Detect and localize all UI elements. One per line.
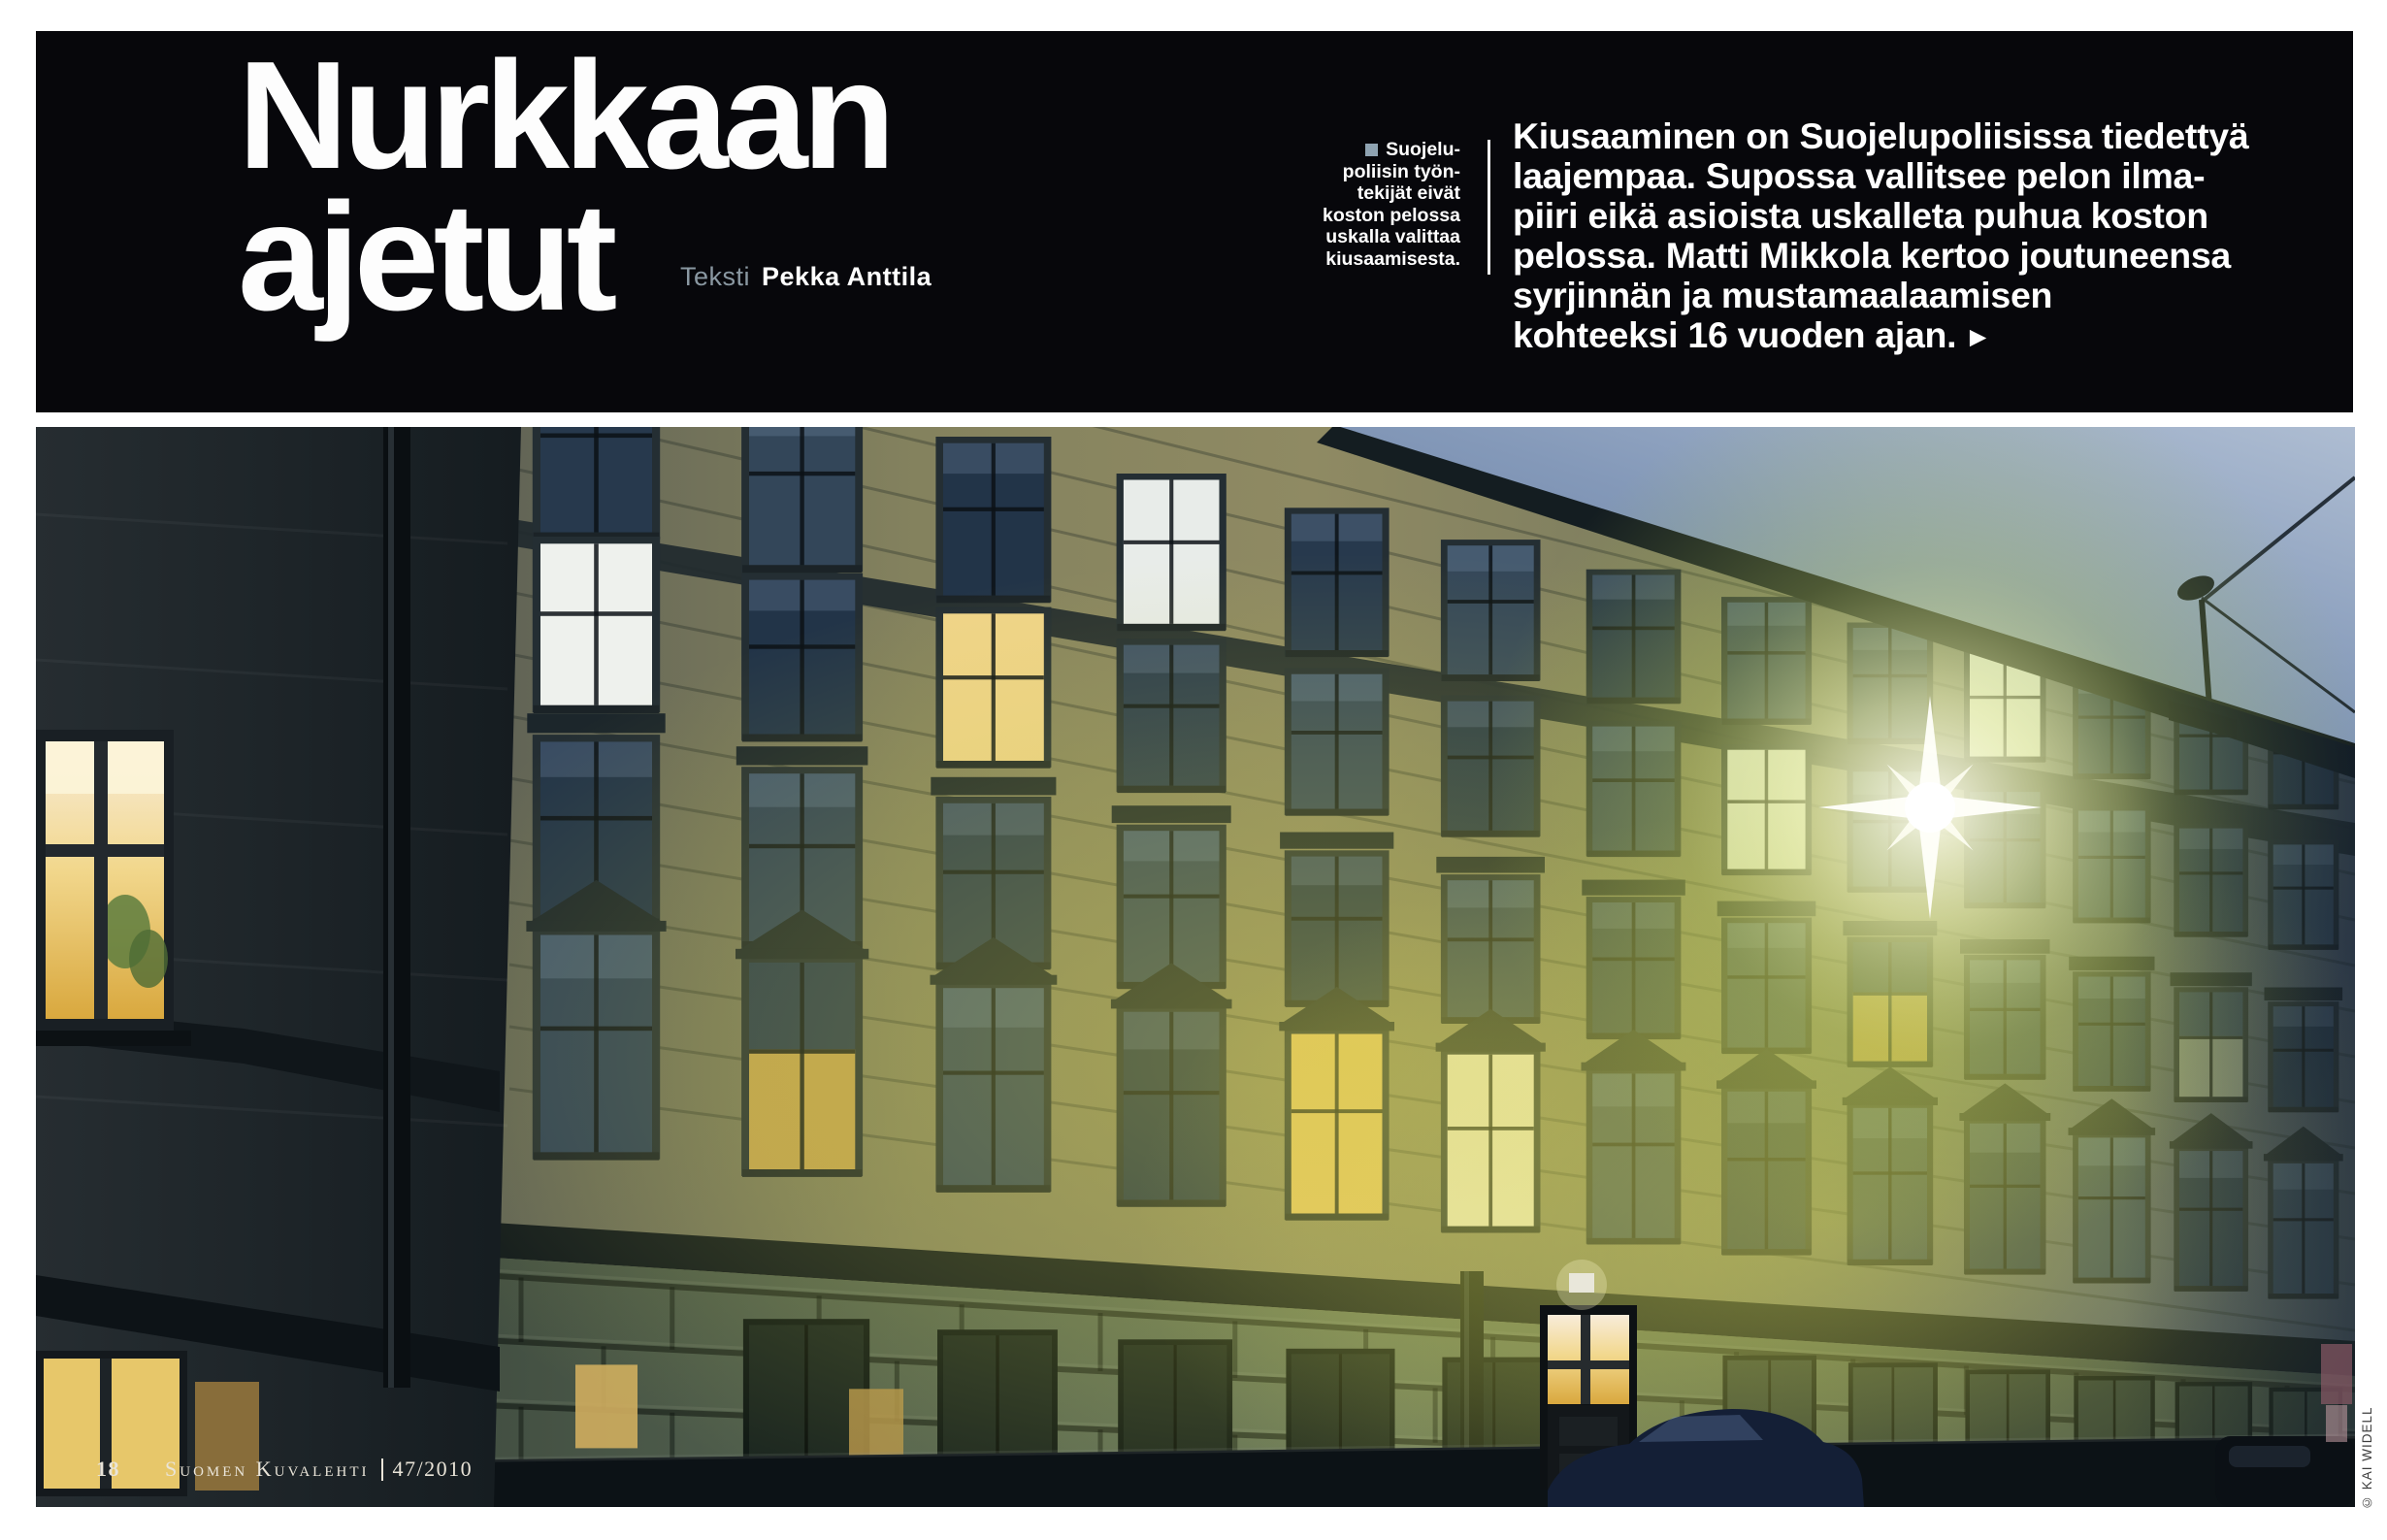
text-line: kohteeksi 16 vuoden ajan. ▶ [1513, 314, 1986, 355]
text-line: Kiusaaminen on Suojelupoliisissa tiedettyä [1513, 115, 2249, 156]
byline [680, 262, 932, 292]
play-marker-icon: ▶ [1970, 326, 1986, 348]
byline-label: Teksti [680, 262, 751, 291]
header-band [36, 31, 2353, 412]
text-line: pelossa. Matti Mikkola kertoo joutuneensa [1513, 235, 2231, 276]
text-line: poliisin työn- [1342, 160, 1460, 182]
magazine-name: Suomen Kuvalehti [165, 1457, 370, 1481]
vertical-divider [1488, 140, 1490, 275]
text-line: uskalla valittaa [1325, 226, 1460, 248]
text-line: syrjinnän ja mustamaalaamisen [1513, 275, 2053, 315]
text-line: laajempaa. Supossa vallitsee pelon ilma- [1513, 155, 2206, 196]
building-photo-illustration [36, 427, 2355, 1507]
text-line: piiri eikä asioista uskalleta puhua koston [1513, 195, 2208, 236]
photo-scene [36, 427, 2355, 1507]
title-line-2: ajetut [238, 172, 612, 343]
photo-credit: © KAI WIDELL [2360, 1406, 2374, 1510]
text-line: Suojelu- [1286, 139, 1460, 161]
text-line: kiusaamisesta. [1325, 247, 1460, 270]
page-footer [96, 1457, 473, 1482]
page-number: 18 [96, 1457, 120, 1481]
text-line: tekijät eivät [1357, 182, 1460, 205]
square-bullet-icon [1365, 144, 1378, 156]
kicker-caption [1286, 139, 1460, 271]
building-photo [36, 427, 2355, 1507]
title-line-1: Nurkkaan [238, 30, 891, 201]
lead-paragraph [1513, 116, 2308, 357]
footer-divider [381, 1458, 383, 1481]
text-line: koston pelossa [1323, 204, 1460, 226]
byline-author: Pekka Anttila [762, 262, 932, 291]
issue-number: 47/2010 [392, 1457, 474, 1481]
